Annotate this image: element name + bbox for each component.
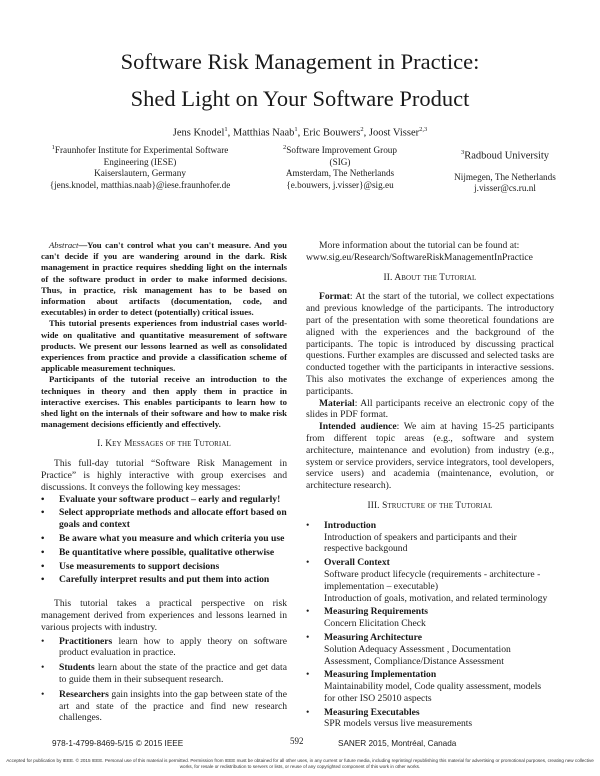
paragraph: This full-day tutorial “Software Risk Management in Practice” is highly interactive with group exercises and discussions. It conveys the following key messages: — [41, 458, 287, 493]
section-heading: I. Key Messages of the Tutorial — [97, 439, 231, 450]
email: j.visser@cs.ru.nl — [474, 183, 536, 193]
paragraph: This tutorial takes a practical perspective on risk management derived from experiences and lessons learned in various projects with industry. — [41, 598, 287, 633]
author-name: Joost Visser — [368, 127, 420, 139]
section-heading: III. Structure of the Tutorial — [367, 500, 493, 511]
page-number: 592 — [290, 736, 304, 746]
paragraph: Intended audience: We aim at having 15-25 participants from different topic areas (e.g., software and system architecture, maintenance and evolution) from industry (e.g., system or service providers, service integrators, tool developers, service users) and academia (maintenance, evolution, or architecture research). — [306, 421, 554, 492]
affiliation-sig: $^2$Software Improvement Group (SIG) Amsterdam, The Netherlands {e.bouwers, j.visser}@sig.eu — [265, 142, 415, 191]
affiliation-fraunhofer: $^1$Fraunhofer Institute for Experimental Software Engineering (IESE) Kaiserslautern, Germany {jens.knodel, matthias.naab}@iese.fraunhofer.de — [20, 142, 260, 191]
paper-title-line-1: Software Risk Management in Practice: — [120, 49, 480, 74]
list-item: • Introduction Introduction of speakers and participants and their respective backgound — [306, 520, 554, 555]
audience-roles-list — [41, 636, 287, 725]
author-name: Jens Knodel — [172, 127, 225, 139]
structure-list — [306, 520, 554, 731]
list-item: • Measuring Architecture Solution Adequacy Assessment , Documentation Assessment, Compliance/Distance Assessment — [306, 632, 554, 667]
author-list: Jens Knodel$^1$, Matthias Naab$^1$, Eric Bouwers$^2$, Joost Visser$^{2,3}$ — [172, 126, 428, 139]
affiliation-radboud: $^3$Radboud University Nijmegen, The Netherlands j.visser@cs.ru.nl — [430, 142, 580, 195]
list-item: • Be aware what you measure and which criteria you use — [41, 533, 287, 545]
isbn-copyright: 978-1-4799-8469-5/15 © 2015 IEEE — [52, 739, 184, 748]
paper-title-line-2: Shed Light on Your Software Product — [130, 86, 470, 111]
right-column — [306, 240, 554, 732]
email: {e.bouwers, j.visser}@sig.eu — [286, 179, 394, 190]
list-item: • Carefully interpret results and put them into action — [41, 574, 287, 586]
tutorial-url[interactable]: www.sig.eu/Research/SoftwareRiskManagementInPractice — [306, 251, 533, 263]
section-heading: II. About the Tutorial — [383, 272, 477, 283]
left-column — [41, 240, 287, 727]
list-item: • Select appropriate methods and allocate effort based on goals and context — [41, 507, 287, 531]
key-messages-list — [41, 494, 287, 587]
paragraph: More information about the tutorial can be found at: — [319, 240, 520, 251]
list-item: • Practitioners learn how to apply theory on software product evaluation in practice. — [41, 636, 287, 660]
author-name: Eric Bouwers — [302, 127, 361, 139]
list-item: • Students learn about the state of the practice and get data to guide them in their subsequent research. — [41, 662, 287, 686]
list-item: • Overall Context Software product lifecycle (requirements - architecture - implementation – executable) Introduction of goals, motivation, and related terminology — [306, 557, 554, 604]
paragraph: Material: All participants receive an electronic copy of the slides in PDF format. — [306, 397, 554, 421]
conference-name: SANER 2015, Montréal, Canada — [338, 739, 457, 748]
copyright-notice: Accepted for publication by IEEE. © 2015 IEEE. Personal use of this material is permitted. Permission from IEEE must be obtained for all other uses, in any current or future media, including reprinting/ republishing this material for advertising or promotional purposes, creating new collective works, for resale or redistribution to servers or lists, or reuse of any copyrighted component of this work in other works. — [6, 758, 594, 769]
list-item: • Measuring Implementation Maintainability model, Code quality assessment, models for other ISO 25010 aspects — [306, 669, 554, 704]
author-name: Matthias Naab — [232, 127, 295, 139]
list-item: • Be quantitative where possible, qualitative otherwise — [41, 547, 287, 559]
list-item: • Researchers gain insights into the gap between state of the art and state of the practice and find new research challenges. — [41, 689, 287, 724]
list-item: • Measuring Executables SPR models versus live measurements — [306, 707, 554, 731]
abstract: Abstract—You can't control what you can't measure. And you can't decide if you are wandering around in the dark. Risk management in practice requires shedding light on the internals of the software product in order to make informed decisions. Thus, in practice, risk management has to be based on information about artifacts (documentation, code, and executables) in order to detect (potentially) critical issues. This tutorial presents experiences from industrial cases world-wide on qualitative and quantitative measurement of software products. We present our lessons learned as well as consolidated experiences from practice and provide a classification scheme of applicable measurement techniques. Participants of the tutorial receive an introduction to the techniques in theory and then apply them in practice in interactive exercises. This enables participants to learn how to shed light on the internals of their software and how to make risk management decisions efficiently and effectively. — [41, 240, 287, 430]
list-item: • Measuring Requirements Concern Elicitation Check — [306, 606, 554, 630]
email: {jens.knodel, matthias.naab}@iese.fraunhofer.de — [49, 179, 231, 190]
abstract-label: Abstract — [49, 240, 79, 250]
list-item: • Evaluate your software product – early and regularly! — [41, 494, 287, 506]
list-item: • Use measurements to support decisions — [41, 561, 287, 573]
paragraph: Format: At the start of the tutorial, we collect expectations and previous knowledge of the participants. The introductory part of the presentation with some theoretical foundations are aligned with the experiences and the background of the participants. The topic is introduced by discussing practical questions. Further examples are discussed and selected tasks are conducted together with the participants in interactive sessions. This also motivates the exchange of experiences among the participants. — [306, 291, 554, 397]
